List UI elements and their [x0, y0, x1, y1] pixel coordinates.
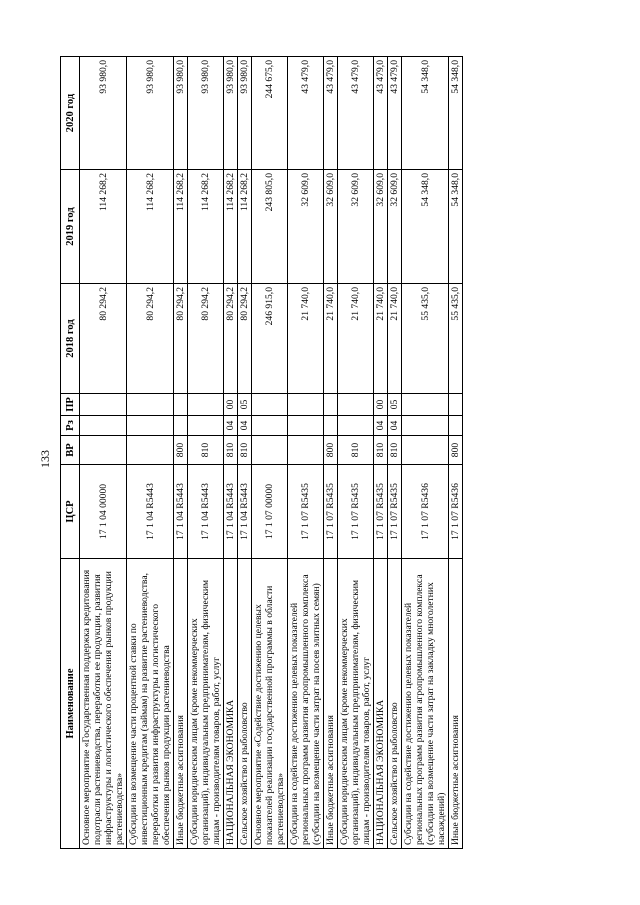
row-pr: [252, 394, 288, 416]
table-row: [80, 57, 127, 849]
page-number: 133: [38, 450, 52, 468]
row-rz: 04: [374, 416, 388, 436]
row-rz: [188, 416, 224, 436]
header-2019: 2019 год: [61, 170, 80, 284]
row-vr: 810: [188, 436, 224, 465]
row-pr: [402, 394, 449, 416]
row-rz: 04: [388, 416, 402, 436]
row-name: Иные бюджетные ассигнования: [174, 559, 188, 849]
row-value-2020: 43 479,0: [324, 57, 338, 170]
row-value-2019: 243 805,0: [252, 170, 288, 284]
row-value-2018: 80 294,2: [188, 284, 224, 394]
row-name: Иные бюджетные ассигнования: [449, 559, 463, 849]
row-name: Сельское хозяйство и рыболовство: [238, 559, 252, 849]
row-value-2020: 93 980,0: [174, 57, 188, 170]
row-value-2019: 114 268,2: [188, 170, 224, 284]
row-name: Сельское хозяйство и рыболовство: [388, 559, 402, 849]
header-rz: Рз: [61, 416, 80, 436]
table-row: [388, 57, 402, 849]
row-vr: [288, 436, 324, 465]
row-vr: [402, 436, 449, 465]
table-row: [449, 57, 463, 849]
row-csr: 17 1 04 R5443: [224, 465, 238, 559]
table-row: [238, 57, 252, 849]
header-2018: 2018 год: [61, 284, 80, 394]
row-pr: 00: [374, 394, 388, 416]
row-name: Субсидии на возмещение части процентной ставки по инвестиционным кредитам (займам) на развитие растениеводства, переработки и развития инфраструктуры и логистического обеспечения рынков продукции растениеводства: [127, 559, 174, 849]
row-csr: 17 1 04 R5443: [174, 465, 188, 559]
row-value-2020: 93 980,0: [80, 57, 127, 170]
row-value-2018: 21 740,0: [374, 284, 388, 394]
table-body: [80, 57, 463, 849]
row-value-2019: 32 609,0: [324, 170, 338, 284]
row-pr: [324, 394, 338, 416]
row-vr: 810: [388, 436, 402, 465]
row-value-2020: 93 980,0: [188, 57, 224, 170]
row-value-2020: 43 479,0: [388, 57, 402, 170]
row-value-2018: 80 294,2: [80, 284, 127, 394]
table-row: [324, 57, 338, 849]
row-rz: 04: [224, 416, 238, 436]
row-rz: [252, 416, 288, 436]
row-value-2020: 43 479,0: [288, 57, 324, 170]
row-pr: [188, 394, 224, 416]
row-value-2019: 114 268,2: [238, 170, 252, 284]
budget-table: [60, 56, 463, 849]
row-value-2019: 32 609,0: [388, 170, 402, 284]
table-row: [127, 57, 174, 849]
row-value-2020: 43 479,0: [374, 57, 388, 170]
row-value-2019: 54 348,0: [449, 170, 463, 284]
row-value-2019: 114 268,2: [127, 170, 174, 284]
row-csr: 17 1 04 00000: [80, 465, 127, 559]
table-row: [252, 57, 288, 849]
row-value-2020: 93 980,0: [238, 57, 252, 170]
row-pr: [338, 394, 374, 416]
row-name: Основное мероприятие «Государственная поддержка кредитования подотрасли растениеводства, переработки ее продукции, развития инфраструктуры и логистического обеспечения рынков продукции растениеводства»: [80, 559, 127, 849]
row-name: НАЦИОНАЛЬНАЯ ЭКОНОМИКА: [224, 559, 238, 849]
row-csr: 17 1 07 R5435: [374, 465, 388, 559]
row-value-2018: 80 294,2: [238, 284, 252, 394]
row-rz: 04: [238, 416, 252, 436]
row-csr: 17 1 04 R5443: [127, 465, 174, 559]
header-pr: ПР: [61, 394, 80, 416]
row-csr: 17 1 07 R5435: [324, 465, 338, 559]
row-name: Иные бюджетные ассигнования: [324, 559, 338, 849]
row-name: Субсидии юридическим лицам (кроме некоммерческих организаций), индивидуальным предпринимателям, физическим лицам - производителям товаров, работ, услуг: [338, 559, 374, 849]
row-rz: [449, 416, 463, 436]
row-pr: [127, 394, 174, 416]
row-value-2020: 43 479,0: [338, 57, 374, 170]
row-value-2018: 80 294,2: [127, 284, 174, 394]
row-name: НАЦИОНАЛЬНАЯ ЭКОНОМИКА: [374, 559, 388, 849]
table-row: [338, 57, 374, 849]
row-csr: 17 1 04 R5443: [238, 465, 252, 559]
row-value-2019: 32 609,0: [288, 170, 324, 284]
table-row: [174, 57, 188, 849]
row-csr: 17 1 04 R5443: [188, 465, 224, 559]
row-pr: [449, 394, 463, 416]
row-value-2018: 80 294,2: [224, 284, 238, 394]
row-vr: 800: [174, 436, 188, 465]
row-vr: 800: [449, 436, 463, 465]
row-vr: [252, 436, 288, 465]
row-csr: 17 1 07 00000: [252, 465, 288, 559]
row-rz: [288, 416, 324, 436]
table-row: [188, 57, 224, 849]
row-vr: 810: [238, 436, 252, 465]
table-row: [224, 57, 238, 849]
row-csr: 17 1 07 R5435: [338, 465, 374, 559]
row-csr: 17 1 07 R5435: [388, 465, 402, 559]
header-vr: ВР: [61, 436, 80, 465]
row-pr: [80, 394, 127, 416]
table-row: [288, 57, 324, 849]
row-rz: [127, 416, 174, 436]
row-value-2020: 244 675,0: [252, 57, 288, 170]
row-vr: 810: [338, 436, 374, 465]
row-name: Основное мероприятие «Содействие достижению целевых показателей реализации государственной программы в области растениеводства»: [252, 559, 288, 849]
table-header-row: [61, 57, 80, 849]
row-value-2018: 21 740,0: [288, 284, 324, 394]
row-csr: 17 1 07 R5436: [449, 465, 463, 559]
table-row: [402, 57, 449, 849]
row-name: Субсидии юридическим лицам (кроме некоммерческих организаций), индивидуальным предпринимателям, физическим лицам - производителям товаров, работ, услуг: [188, 559, 224, 849]
row-value-2020: 93 980,0: [127, 57, 174, 170]
row-value-2019: 114 268,2: [224, 170, 238, 284]
row-pr: [174, 394, 188, 416]
row-value-2018: 21 740,0: [338, 284, 374, 394]
row-pr: [288, 394, 324, 416]
row-value-2019: 54 348,0: [402, 170, 449, 284]
row-value-2019: 114 268,2: [80, 170, 127, 284]
row-csr: 17 1 07 R5435: [288, 465, 324, 559]
header-csr: ЦСР: [61, 465, 80, 559]
row-rz: [402, 416, 449, 436]
row-csr: 17 1 07 R5436: [402, 465, 449, 559]
row-pr: 00: [224, 394, 238, 416]
row-value-2019: 114 268,2: [174, 170, 188, 284]
table-row: [374, 57, 388, 849]
row-name: Субсидии на содействие достижению целевых показателей региональных программ развития агропромышленного комплекса (субсидии на возмещение части затрат на посев элитных семян): [288, 559, 324, 849]
row-rz: [338, 416, 374, 436]
header-name: Наименование: [61, 559, 80, 849]
row-vr: [80, 436, 127, 465]
row-value-2018: 21 740,0: [388, 284, 402, 394]
row-rz: [80, 416, 127, 436]
row-name: Субсидии на содействие достижению целевых показателей региональных программ развития агропромышленного комплекса (субсидии на возмещение части затрат на закладку многолетних насаждений): [402, 559, 449, 849]
row-value-2018: 55 435,0: [402, 284, 449, 394]
row-value-2018: 55 435,0: [449, 284, 463, 394]
row-value-2019: 32 609,0: [374, 170, 388, 284]
row-pr: 05: [238, 394, 252, 416]
row-vr: 810: [224, 436, 238, 465]
row-value-2020: 93 980,0: [224, 57, 238, 170]
row-vr: 810: [374, 436, 388, 465]
row-pr: 05: [388, 394, 402, 416]
header-2020: 2020 год: [61, 57, 80, 170]
row-value-2019: 32 609,0: [338, 170, 374, 284]
row-vr: [127, 436, 174, 465]
row-value-2020: 54 348,0: [449, 57, 463, 170]
row-vr: 800: [324, 436, 338, 465]
row-value-2018: 80 294,2: [174, 284, 188, 394]
row-rz: [324, 416, 338, 436]
row-value-2020: 54 348,0: [402, 57, 449, 170]
row-value-2018: 246 915,0: [252, 284, 288, 394]
row-rz: [174, 416, 188, 436]
row-value-2018: 21 740,0: [324, 284, 338, 394]
